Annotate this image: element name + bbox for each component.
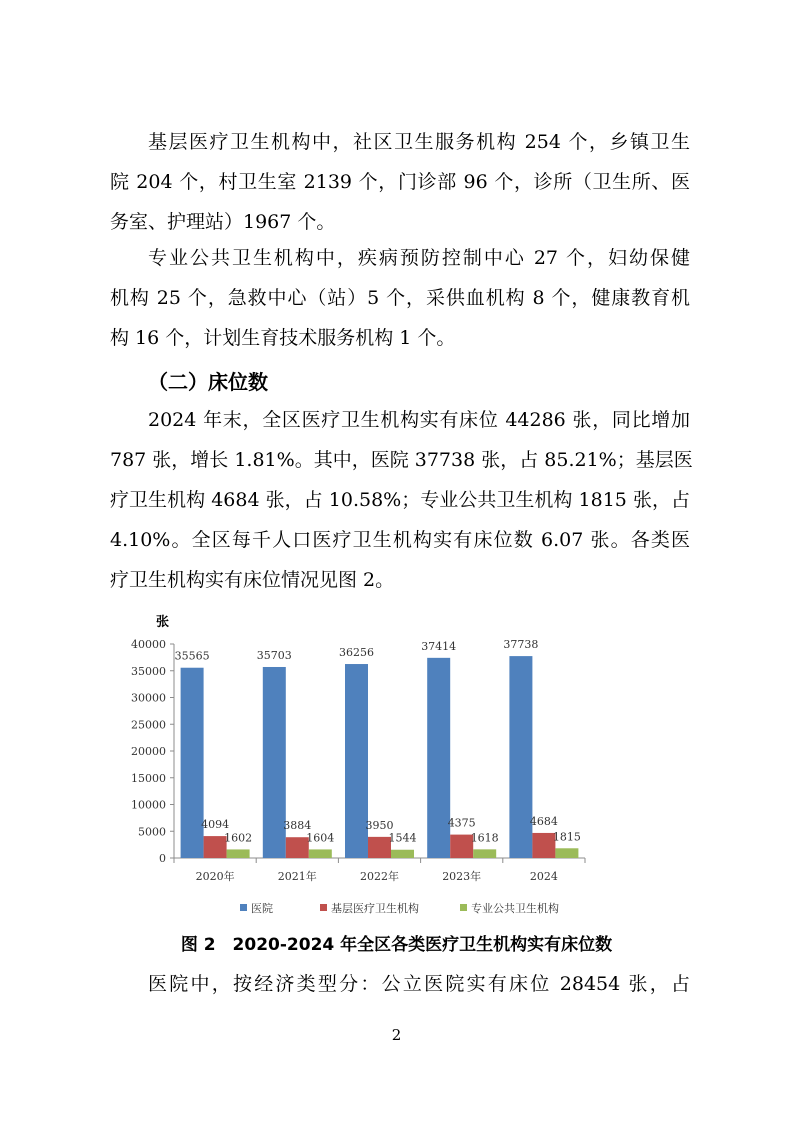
bar-value-label: 37738 <box>503 638 539 652</box>
bar-value-label: 3950 <box>365 818 394 832</box>
legend-label: 专业公共卫生机构 <box>471 902 559 915</box>
bar-value-label: 35703 <box>256 648 292 662</box>
bar-value-label: 1618 <box>470 831 499 845</box>
paragraph-primary-care <box>110 122 690 242</box>
text-line: 院 204 个，村卫生室 2139 个，门诊部 96 个，诊所（卫生所、医 <box>110 171 690 193</box>
y-tick-label: 20000 <box>131 745 166 758</box>
bar-value-label: 4684 <box>529 814 558 828</box>
bar-3 <box>309 849 332 858</box>
bar-value-label: 37414 <box>421 639 457 653</box>
bar-3 <box>555 848 578 858</box>
x-tick-label: 2024 <box>529 870 558 883</box>
bar-value-label: 1815 <box>552 830 581 844</box>
text-line: 2024 年末，全区医疗卫生机构实有床位 44286 张，同比增加 <box>148 409 690 431</box>
text-line: 构 16 个，计划生育技术服务机构 1 个。 <box>110 327 456 349</box>
figure-caption: 图 2 2020-2024 年全区各类医疗卫生机构实有床位数 <box>180 935 613 955</box>
text-line: 务室、护理站）1967 个。 <box>110 211 336 233</box>
text-line: 基层医疗卫生机构中，社区卫生服务机构 254 个，乡镇卫生 <box>148 131 690 153</box>
bar-value-label: 4094 <box>201 818 230 832</box>
y-tick-label: 10000 <box>131 798 166 812</box>
y-tick-label: 0 <box>159 852 166 865</box>
bar-value-label: 3884 <box>283 819 312 833</box>
x-tick-label: 2020年 <box>195 870 235 883</box>
bar-value-label: 36256 <box>339 646 374 660</box>
bar-3 <box>473 849 496 858</box>
text-line: 机构 25 个，急救中心（站）5 个，采供血机构 8 个，健康教育机 <box>110 287 690 309</box>
x-tick-label: 2023年 <box>442 870 482 883</box>
y-tick-label: 25000 <box>131 718 166 732</box>
paragraph-beds <box>110 400 693 600</box>
text-line: 疗卫生机构实有床位情况见图 2。 <box>110 569 395 591</box>
y-tick-label: 40000 <box>131 638 166 651</box>
text-line: 787 张，增长 1.81%。其中，医院 37738 张，占 85.21%；基层医 <box>110 449 693 471</box>
text-line: 医院中，按经济类型分：公立医院实有床位 28454 张，占 <box>148 973 690 995</box>
y-tick-label: 35000 <box>131 664 166 678</box>
section-heading-beds: （二）床位数 <box>148 370 268 394</box>
text-line: 专业公共卫生机构中，疾病预防控制中心 27 个，妇幼保健 <box>148 247 690 269</box>
bar-3 <box>391 850 414 858</box>
bed-count-bar-chart <box>110 612 590 927</box>
paragraph-hospital-types <box>110 964 690 1004</box>
legend-swatch <box>320 904 327 911</box>
y-tick-label: 15000 <box>131 771 166 785</box>
bar-3 <box>227 849 250 858</box>
bar-value-label: 4375 <box>447 816 476 830</box>
text-line: 疗卫生机构 4684 张，占 10.58%；专业公共卫生机构 1815 张，占 <box>110 489 690 511</box>
x-tick-label: 2021年 <box>277 870 317 883</box>
bar-value-label: 35565 <box>174 649 210 663</box>
legend-swatch <box>240 904 247 911</box>
bar-value-label: 1602 <box>224 831 253 845</box>
y-axis-unit-label: 张 <box>156 615 170 630</box>
bar-value-label: 1544 <box>388 831 417 845</box>
y-tick-label: 30000 <box>131 691 166 705</box>
text-line: 4.10%。全区每千人口医疗卫生机构实有床位数 6.07 张。各类医 <box>110 529 690 551</box>
page-number: 2 <box>391 1026 402 1044</box>
x-tick-label: 2022年 <box>360 870 399 883</box>
legend-swatch <box>460 904 467 911</box>
legend-label: 基层医疗卫生机构 <box>331 902 419 915</box>
bar-value-label: 1604 <box>306 831 335 845</box>
paragraph-public-health <box>110 238 690 358</box>
legend-label: 医院 <box>251 902 273 915</box>
y-tick-label: 5000 <box>138 825 166 839</box>
